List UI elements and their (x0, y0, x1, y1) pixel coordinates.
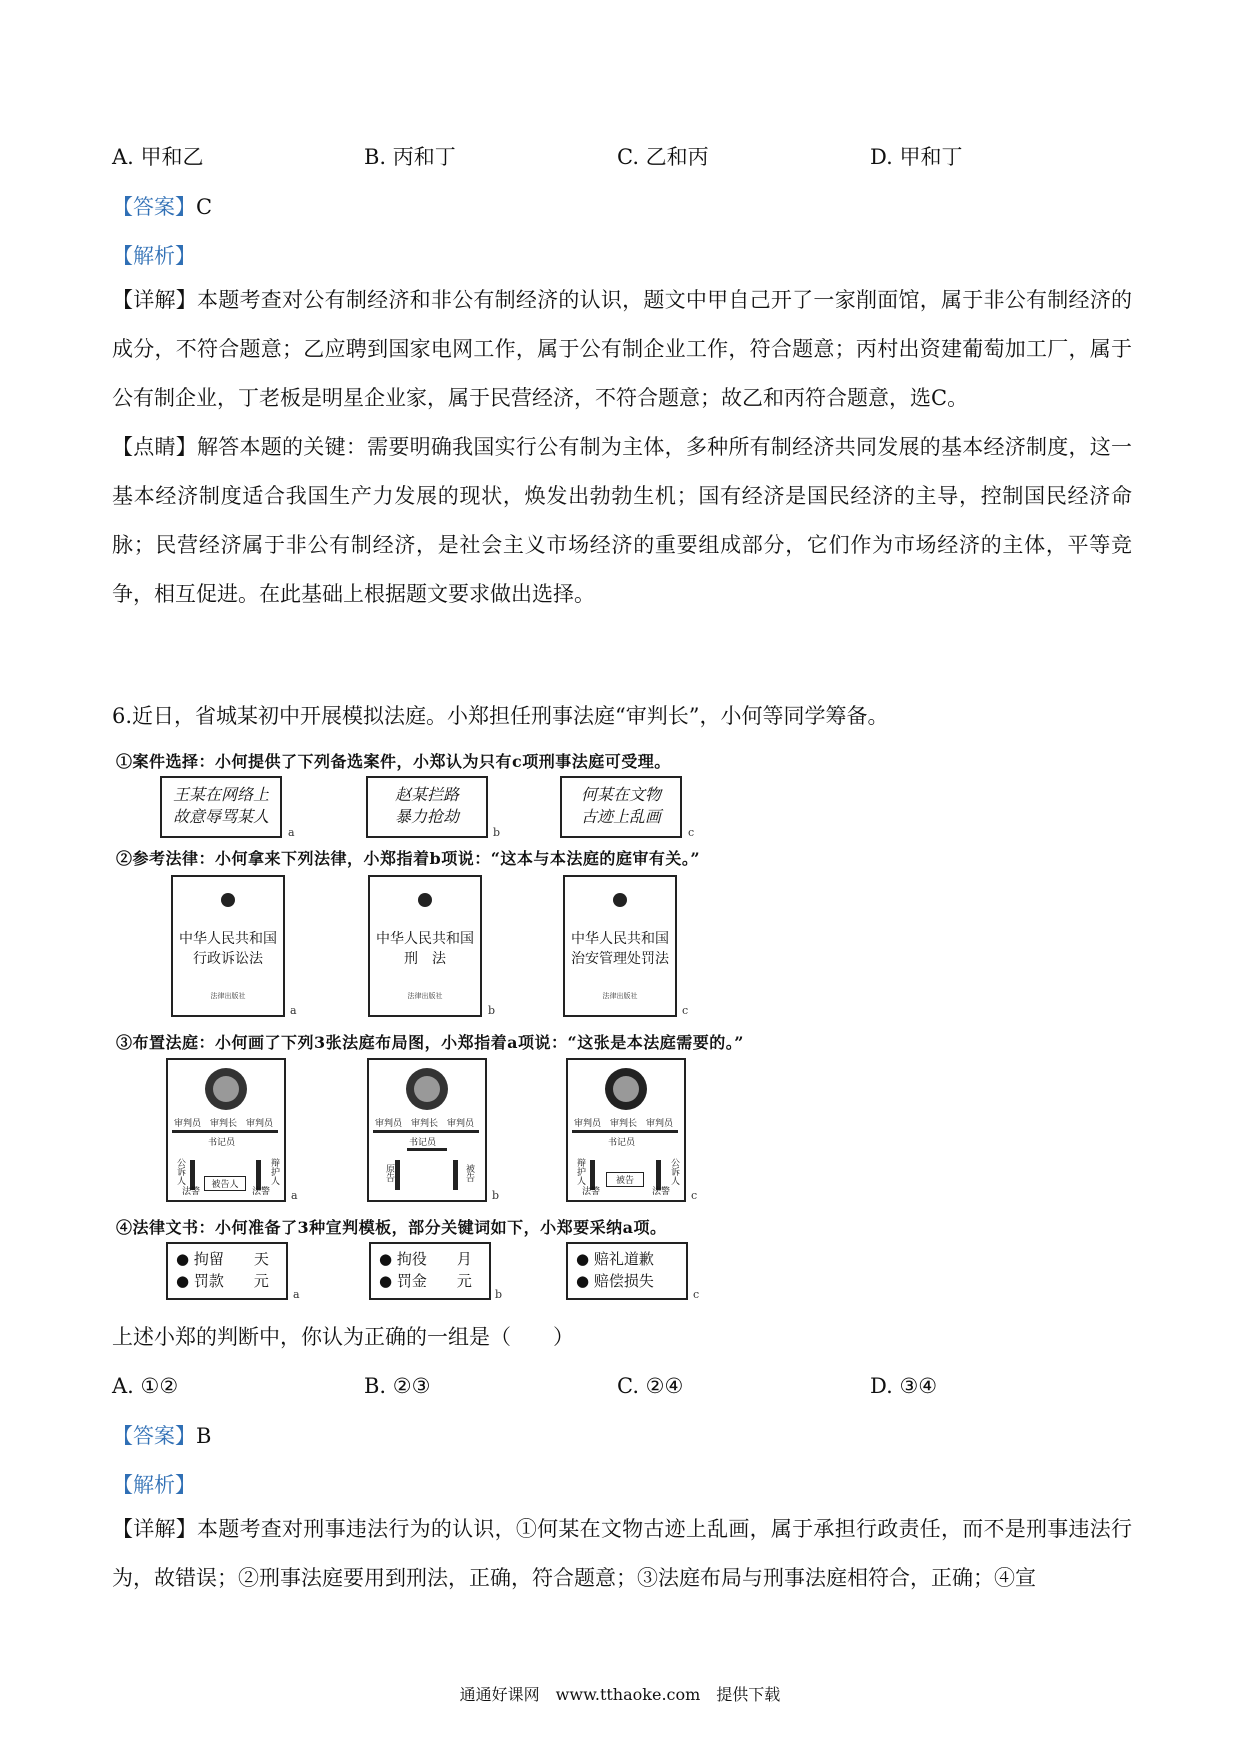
bailiff-left-label: 法警 (582, 1187, 601, 1197)
bench (172, 1130, 278, 1133)
courtroom-layout-a (166, 1058, 286, 1202)
verdict-template-c (566, 1242, 688, 1300)
analysis-tag: 【解析】 (112, 244, 196, 268)
verdict-template-b (369, 1242, 491, 1300)
court-emblem-icon (205, 1068, 247, 1110)
doc-label-a: a (293, 1288, 300, 1301)
bailiff-left-label: 法警 (182, 1187, 201, 1197)
bench (373, 1130, 479, 1133)
template-line-2: ● 赔偿损失 (576, 1272, 654, 1290)
q6-analysis (112, 1470, 196, 1500)
detail-text: 本题考查对刑事违法行为的认识，①何某在文物古迹上乱画，属于承担行政责任，而不是刑事违法行为，故错误；②刑事法庭要用到刑法，正确，符合题意；③法庭布局与刑事法庭相符合，正确；④宣 (112, 1517, 1133, 1590)
case-label-a: a (288, 826, 295, 839)
right-party-label: 公诉人 (669, 1158, 679, 1185)
emblem-icon (221, 893, 235, 907)
point-tag: 【点睛】 (112, 435, 198, 459)
court-emblem-icon (406, 1068, 448, 1110)
q5-option-d: D. 甲和丁 (870, 145, 963, 169)
q6-question: 上述小郑的判断中，你认为正确的一组是（ ） (112, 1325, 574, 1349)
page-footer: 通通好课网 www.tthaoke.com 提供下载 (459, 1685, 781, 1704)
doc-label-b: b (495, 1288, 503, 1301)
q5-option-c: C. 乙和丙 (617, 145, 709, 169)
book-publisher: 法律出版社 (210, 992, 246, 1000)
emblem-icon (418, 893, 432, 907)
courtroom-layout-c (566, 1058, 686, 1202)
analysis-tag: 【解析】 (112, 1473, 196, 1497)
book-title: 中华人民共和国 治安管理处罚法 (571, 931, 669, 967)
judges-label: 审判员 审判长 审判员 (375, 1119, 475, 1129)
book-label-b: b (488, 1004, 496, 1017)
book-publisher: 法律出版社 (407, 992, 443, 1000)
left-desk (395, 1160, 400, 1190)
book-title: 中华人民共和国 行政诉讼法 (179, 931, 277, 967)
case-text: 王某在网络上 故意辱骂某人 (172, 785, 269, 826)
judges-label: 审判员 审判长 审判员 (174, 1119, 274, 1129)
figure-caption-2: ②参考法律：小何拿来下列法律，小郑指着b项说：“这本与本法庭的庭审有关。” (116, 849, 701, 868)
left-party-label: 公诉人 (175, 1158, 185, 1185)
law-book-c (563, 875, 677, 1017)
case-card-a (160, 776, 282, 838)
template-line-2: ● 罚金 元 (379, 1272, 472, 1290)
figure-caption-3: ③布置法庭：小何画了下列3张法庭布局图，小郑指着a项说：“这张是本法庭需要的。” (116, 1033, 744, 1052)
case-card-c (560, 776, 682, 838)
defendant-box: 被告 (606, 1172, 644, 1187)
book-publisher: 法律出版社 (602, 992, 638, 1000)
figure-caption-4: ④法律文书：小何准备了3种宣判模板，部分关键词如下，小郑要采纳a项。 (116, 1218, 667, 1237)
q5-answer (112, 192, 212, 222)
doc-label-c: c (693, 1288, 700, 1301)
case-label-b: b (493, 826, 501, 839)
answer-tag: 【答案】 (112, 1424, 196, 1448)
answer-tag: 【答案】 (112, 195, 196, 219)
right-party-label: 被告 (464, 1164, 474, 1182)
answer-value: B (196, 1424, 212, 1448)
book-label-c: c (682, 1004, 689, 1017)
clerk-label: 书记员 (409, 1138, 437, 1148)
template-line-1: ● 拘役 月 (379, 1250, 472, 1268)
answer-value: C (196, 195, 213, 219)
bailiff-right-label: 法警 (652, 1187, 671, 1197)
clerk-desk (407, 1148, 447, 1151)
case-text: 何某在文物 古迹上乱画 (580, 785, 661, 826)
left-party-label: 原告 (384, 1164, 394, 1182)
q5-point (112, 423, 1132, 619)
layout-label-a: a (291, 1189, 298, 1202)
template-line-1: ● 拘留 天 (176, 1250, 269, 1268)
bench (572, 1130, 678, 1133)
q6-option-a: A. ①② (112, 1374, 179, 1398)
detail-text: 本题考查对公有制经济和非公有制经济的认识，题文中甲自己开了一家削面馆，属于非公有制经济的成分，不符合题意；乙应聘到国家电网工作，属于公有制企业工作，符合题意；丙村出资建葡萄加工厂，属于公有制企业，丁老板是明星企业家，属于民营经济，不符合题意；故乙和丙符合题意，选C。 (112, 288, 1133, 410)
emblem-icon (613, 893, 627, 907)
left-party-label: 辩护人 (575, 1158, 585, 1185)
template-line-2: ● 罚款 元 (176, 1272, 269, 1290)
case-label-c: c (688, 826, 695, 839)
case-card-b (366, 776, 488, 838)
q5-detail (112, 276, 1132, 423)
q6-option-b: B. ②③ (364, 1374, 431, 1398)
verdict-template-a (166, 1242, 288, 1300)
point-text: 解答本题的关键：需要明确我国实行公有制为主体，多种所有制经济共同发展的基本经济制度，这一基本经济制度适合我国生产力发展的现状，焕发出勃勃生机；国有经济是国民经济的主导，控制国民经济命脉；民营经济属于非公有制经济，是社会主义市场经济的重要组成部分，它们作为市场经济的主体，平等竞争，相互促进。在此基础上根据题文要求做出选择。 (112, 435, 1133, 606)
judges-label: 审判员 审判长 审判员 (574, 1119, 674, 1129)
template-line-1: ● 赔礼道歉 (576, 1250, 654, 1268)
q5-option-a: A. 甲和乙 (112, 145, 204, 169)
clerk-label: 书记员 (208, 1138, 236, 1148)
q5-option-b: B. 丙和丁 (364, 145, 456, 169)
case-text: 赵某拦路 暴力抢劫 (394, 785, 459, 826)
book-label-a: a (290, 1004, 297, 1017)
defendant-box: 被告人 (204, 1176, 246, 1191)
court-emblem-icon (605, 1068, 647, 1110)
q6-detail (112, 1505, 1132, 1603)
right-party-label: 辩护人 (269, 1158, 279, 1185)
detail-tag: 【详解】 (112, 288, 198, 312)
q6-option-c: C. ②④ (617, 1374, 684, 1398)
q6-stem: 6.近日，省城某初中开展模拟法庭。小郑担任刑事法庭“审判长”，小何等同学筹备。 (112, 704, 889, 728)
clerk-label: 书记员 (608, 1138, 636, 1148)
q5-analysis (112, 241, 196, 271)
bailiff-right-label: 法警 (252, 1187, 271, 1197)
book-title: 中华人民共和国 刑 法 (376, 931, 474, 967)
right-desk (453, 1160, 458, 1190)
layout-label-b: b (492, 1189, 500, 1202)
courtroom-layout-b (367, 1058, 487, 1202)
q6-answer (112, 1421, 211, 1451)
q6-option-d: D. ③④ (870, 1374, 938, 1398)
layout-label-c: c (691, 1189, 698, 1202)
detail-tag: 【详解】 (112, 1517, 198, 1541)
law-book-b (368, 875, 482, 1017)
law-book-a (171, 875, 285, 1017)
figure-caption-1: ①案件选择：小何提供了下列备选案件，小郑认为只有c项刑事法庭可受理。 (116, 752, 671, 771)
